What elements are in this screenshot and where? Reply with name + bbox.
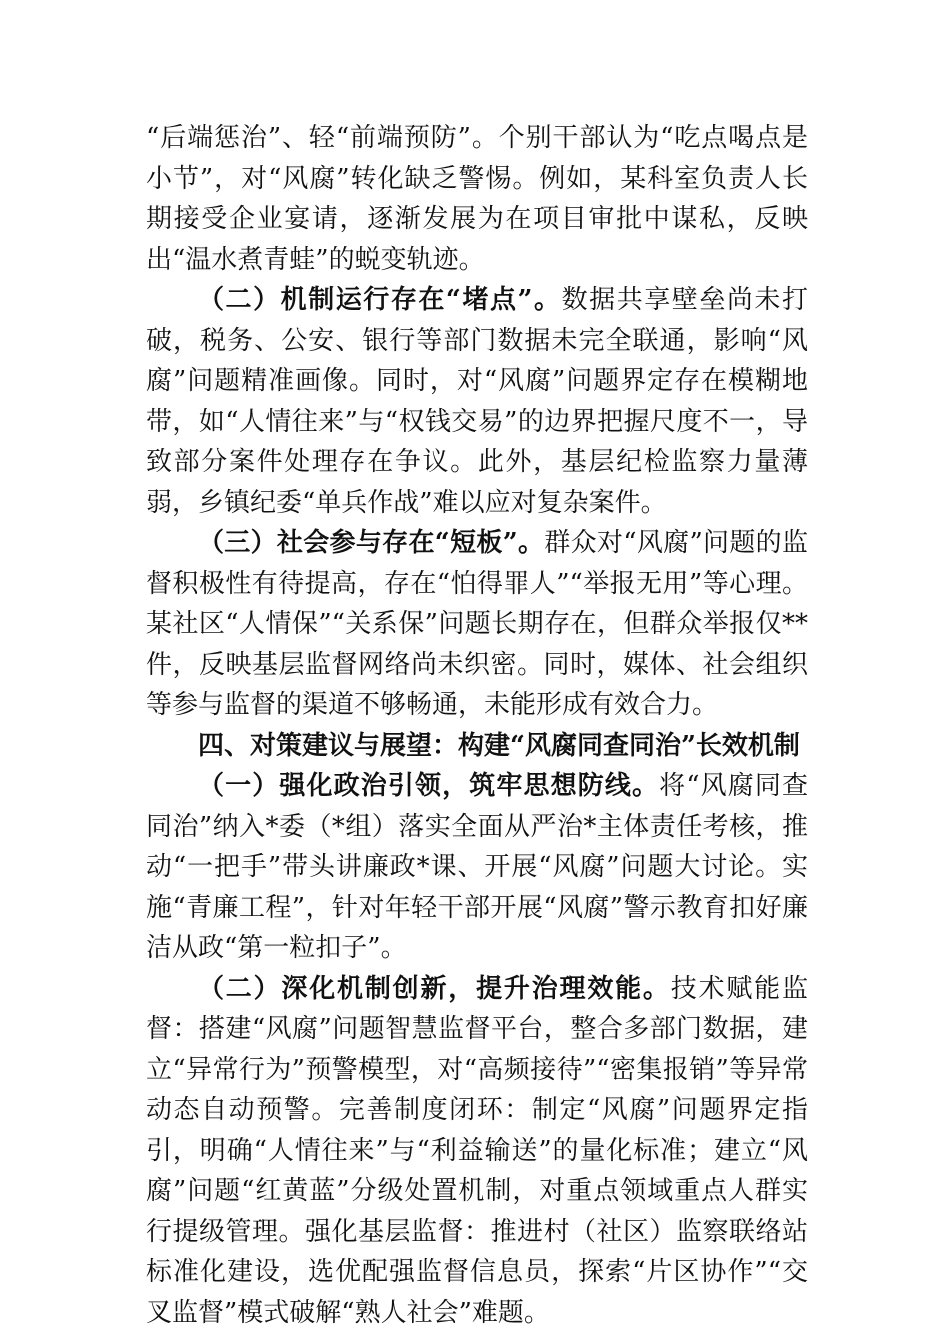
paragraph-mechanism-blockage bbox=[146, 280, 808, 523]
section-heading-text: 四、对策建议与展望：构建“风腐同查同治”长效机制 bbox=[198, 730, 800, 761]
paragraph-mechanism-innovation bbox=[146, 969, 808, 1334]
document-page bbox=[146, 118, 808, 1333]
paragraph-lead: （三）社会参与存在“短板”。 bbox=[198, 528, 545, 558]
paragraph-lead: （二）深化机制创新，提升治理效能。 bbox=[198, 973, 671, 1004]
paragraph-social-participation bbox=[146, 523, 808, 726]
paragraph-text: 将“风腐同查同治”纳入*委（*组）落实全面从严治*主体责任考核，推动“一把手”带头讲廉政*课、开展“风腐”问题大讨论。实施“青廉工程”，针对年轻干部开展“风腐”警示教育扣好廉洁从政“第一粒扣子”。 bbox=[146, 771, 808, 963]
paragraph-political-leadership bbox=[146, 766, 808, 969]
paragraph-text: 群众对“风腐”问题的监督积极性有待提高，存在“怕得罪人”“举报无用”等心理。某社区“人情保”“关系保”问题长期存在，但群众举报仅**件，反映基层监督网络尚未织密。同时，媒体、社会组织等参与监督的渠道不够畅通，未能形成有效合力。 bbox=[146, 528, 808, 720]
paragraph-lead: （一）强化政治引领，筑牢思想防线。 bbox=[198, 771, 660, 801]
paragraph-text: 技术赋能监督：搭建“风腐”问题智慧监督平台，整合多部门数据，建立“异常行为”预警模型，对“高频接待”“密集报销”等异常动态自动预警。完善制度闭环：制定“风腐”问题界定指引，明确“人情往来”与“利益输送”的量化标准；建立“风腐”问题“红黄蓝”分级处置机制，对重点领域重点人群实行提级管理。强化基层监督：推进村（社区）监察联络站标准化建设，选优配强监督信息员，探索“片区协作”“交叉监督”模式破解“熟人社会”难题。 bbox=[146, 973, 808, 1328]
paragraph-text: 数据共享壁垒尚未打破，税务、公安、银行等部门数据未完全联通，影响“风腐”问题精准画像。同时，对“风腐”问题界定存在模糊地带，如“人情往来”与“权钱交易”的边界把握尺度不一，导致部分案件处理存在争议。此外，基层纪检监察力量薄弱，乡镇纪委“单兵作战”难以应对复杂案件。 bbox=[146, 285, 808, 518]
paragraph-lead: （二）机制运行存在“堵点”。 bbox=[198, 285, 562, 315]
section-heading bbox=[146, 726, 808, 767]
paragraph-continuation bbox=[146, 118, 808, 280]
paragraph-text: “后端惩治”、轻“前端预防”。个别干部认为“吃点喝点是小节”，对“风腐”转化缺乏警惕。例如，某科室负责人长期接受企业宴请，逐渐发展为在项目审批中谋私，反映出“温水煮青蛙”的蜕变轨迹。 bbox=[146, 123, 808, 275]
